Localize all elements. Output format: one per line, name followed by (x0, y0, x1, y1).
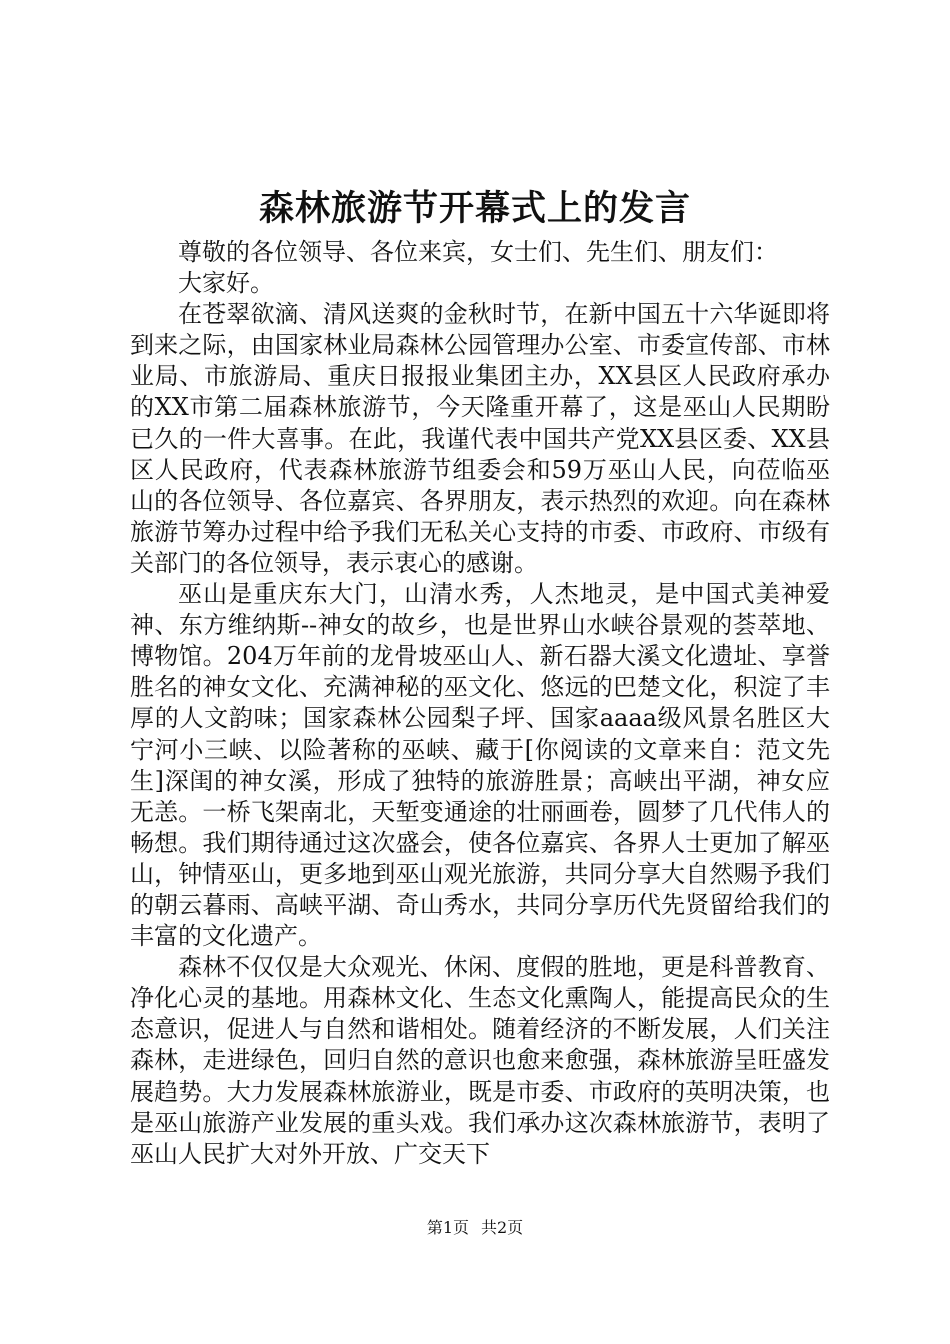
page-total: 共2页 (481, 1218, 524, 1237)
page-footer (0, 1217, 950, 1239)
wushan-intro-paragraph: 巫山是重庆东大门，山清水秀，人杰地灵，是中国式美神爱神、东方维纳斯--神女的故乡，也是世界山水峡谷景观的荟萃地、博物馆。204万年前的龙骨坡巫山人、新石器大溪文化遗址、享誉胜名的神女文化、充满神秘的巫文化、悠远的巴楚文化，积淀了丰厚的人文韵味；国家森林公园梨子坪、国家aaaa级风景名胜区大宁河小三峡、以险著称的巫峡、藏于[你阅读的文章来自：范文先生]深闺的神女溪，形成了独特的旅游胜景；高峡出平湖，神女应无恙。一桥飞架南北，天堑变通途的壮丽画卷，圆梦了几代伟人的畅想。我们期待通过这次盛会，使各位嘉宾、各界人士更加了解巫山，钟情巫山，更多地到巫山观光旅游，共同分享大自然赐予我们的朝云暮雨、高峡平湖、奇山秀水，共同分享历代先贤留给我们的丰富的文化遗产。 (130, 580, 830, 951)
greeting-paragraph: 大家好。 (178, 269, 274, 298)
salutation-paragraph: 尊敬的各位领导、各位来宾，女士们、先生们、朋友们： (178, 238, 778, 266)
page-number: 第1页 (426, 1218, 469, 1237)
document-title: 森林旅游节开幕式上的发言 (258, 188, 691, 229)
document-body (130, 237, 830, 1170)
welcome-paragraph: 在苍翠欲滴、清风送爽的金秋时节，在新中国五十六华诞即将到来之际，由国家林业局森林公园管理办公室、市委宣传部、市林业局、市旅游局、重庆日报报业集团主办，XX县区人民政府承办的XX市第二届森林旅游节，今天隆重开幕了，这是巫山人民期盼已久的一件大喜事。在此，我谨代表中国共产党XX县区委、XX县区人民政府，代表森林旅游节组委会和59万巫山人民，向莅临巫山的各位领导、各位嘉宾、各界朋友，表示热烈的欢迎。向在森林旅游节筹办过程中给予我们无私关心支持的市委、市政府、市级有关部门的各位领导，表示衷心的感谢。 (130, 300, 830, 577)
forest-tourism-paragraph: 森林不仅仅是大众观光、休闲、度假的胜地，更是科普教育、净化心灵的基地。用森林文化、生态文化熏陶人，能提高民众的生态意识，促进人与自然和谐相处。随着经济的不断发展，人们关注森林，走进绿色，回归自然的意识也愈来愈强，森林旅游呈旺盛发展趋势。大力发展森林旅游业，既是市委、市政府的英明决策，也是巫山旅游产业发展的重头戏。我们承办这次森林旅游节，表明了巫山人民扩大对外开放、广交天下 (130, 953, 830, 1168)
